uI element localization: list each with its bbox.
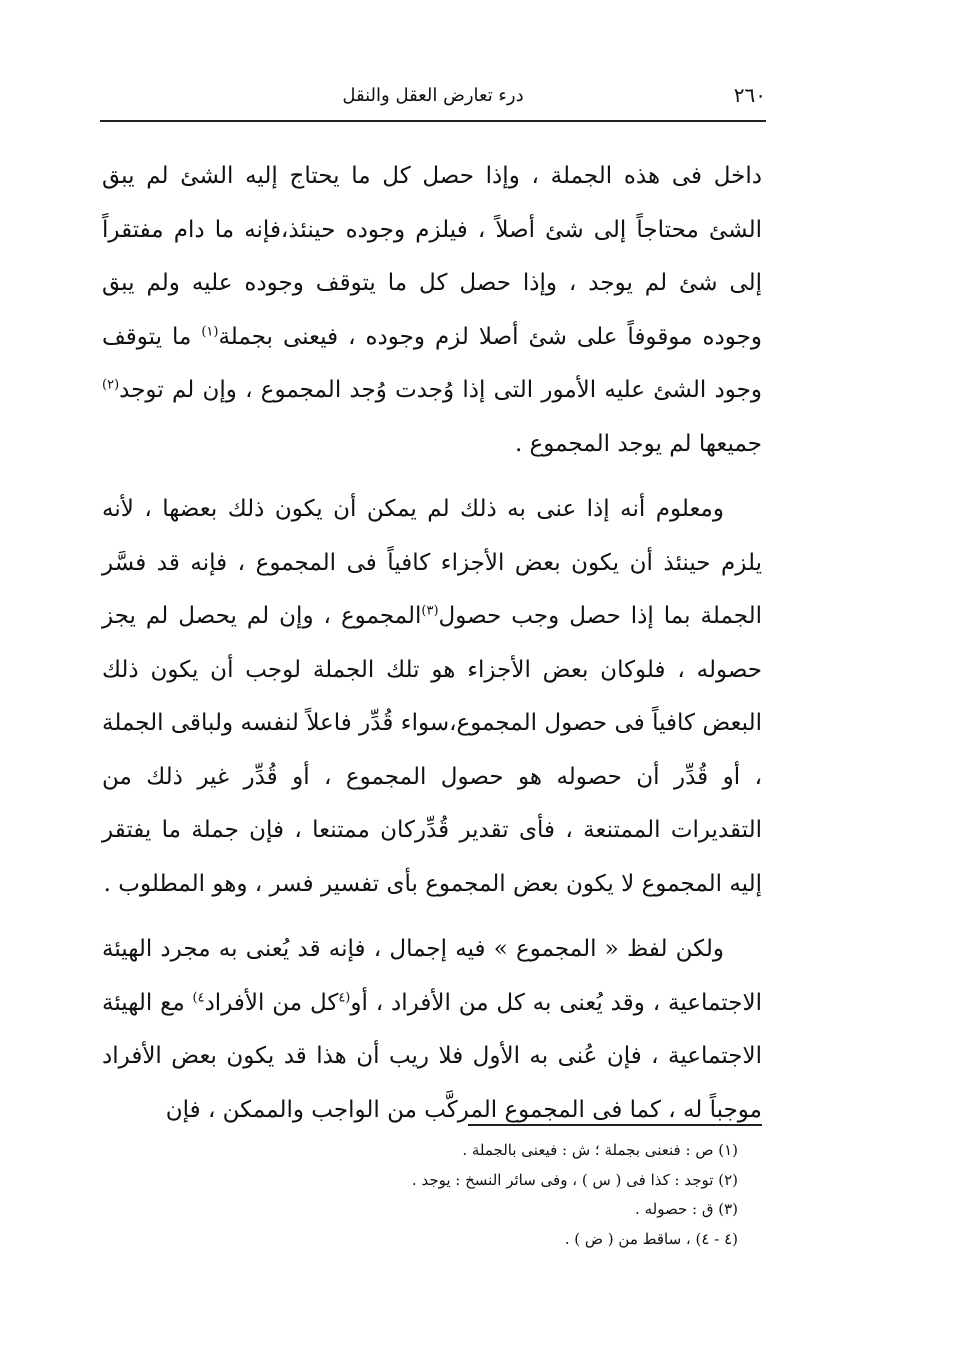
paragraph-1-part-2: ما يتوقف وجود الشئ عليه الأمور التى إذا وُجدت وُجد المجموع ، وإن لم توجد: [102, 323, 762, 403]
footnotes: [200, 1136, 738, 1254]
paragraph-1-part-1: داخل فى هذه الجملة ، وإذا حصل كل ما يحتاج إليه الشئ لم يبق الشئ محتاجاً إلى شئ أصلاً ، فيلزم وجوده حينئذ،فإنه ما دام مفتقراً إلى شئ لم يوجد ، وإذا حصل كل ما يتوقف وجوده عليه ولم يبق وجوده موقوفاً على شئ أصلا لزم وجوده ، فيعنى بجملة: [102, 163, 762, 350]
paragraph-2-part-1: ومعلوم أنه إذا عنى به ذلك لم يمكن أن يكون ذلك بعضها ، لأنه يلزم حينئذ أن يكون بعض الأجزاء كافياً فى المجموع ، فإنه قد فسَّر الجملة بما إذا حصل وجب حصول: [102, 496, 762, 629]
paragraph-3-part-2: كل من الأفراد: [204, 989, 339, 1016]
footnote-ref-2: (٢): [102, 377, 120, 393]
footnote-ref-3: (٣): [421, 603, 439, 619]
footnote-2: (٢) توجد : كذا فى ( س ) ، وفى سائر النسخ : يوجد .: [411, 1170, 738, 1189]
page-header: [100, 78, 766, 112]
paragraph-3: [102, 923, 762, 1137]
footnote-ref-4-start: (٤: [338, 989, 351, 1005]
header-rule: [100, 120, 766, 122]
footnote-1: (١) ص : فنعنى بجملة ؛ ش : فيعنى بالجملة .: [462, 1141, 738, 1159]
paragraph-2: [102, 483, 762, 911]
paragraph-1: [102, 150, 762, 471]
page-number: ٢٦٠: [733, 83, 766, 107]
paragraph-1-part-3: جميعها لم يوجد المجموع .: [514, 430, 762, 457]
paragraph-3-part-3: مع الهيئة الاجتماعية ، فإن عُنى به الأول فلا ريب أن هذا قد يكون بعض الأفراد موجباً له ، كما فى المجموع المركَّب من الواجب والممكن ، فإن: [102, 989, 762, 1123]
footnote-3: (٣) ق : حصوله .: [635, 1200, 738, 1218]
paragraph-2-part-2: المجموع ، وإن لم يحصل لم يجز حصوله ، فلوكان بعض الأجزاء هو تلك الجملة لوجب أن يكون ذلك البعض كافياً فى حصول المجموع،سواء قُدِّر فاعلاً لنفسه ولباقى الجملة ، أو قُدِّر أن حصوله هو حصول المجموع ، أو قُدِّر غير ذلك من التقديرات الممتنعة ، فأى تقدير قُدِّركان ممتنعا ، فإن جملة ما يفتقر إليه المجموع لا يكون بعض المجموع بأى تفسير فسر ، وهو المطلوب .: [102, 603, 762, 897]
running-title: درء تعارض العقل والنقل: [342, 84, 524, 106]
footnote-4: (٤ - ٤) ، ساقط من ( ض ) .: [564, 1229, 738, 1248]
paragraph-3-part-1: ولكن لفظ « المجموع » فيه إجمال ، فإنه قد يُعنى به مجرد الهيئة الاجتماعية ، وقد يُعنى به كل من الأفراد ، أو: [102, 936, 762, 1016]
footnote-ref-4-end: ٤): [192, 989, 205, 1005]
footnote-rule: [468, 1124, 762, 1126]
footnote-ref-1: (١): [201, 323, 219, 339]
main-text: [102, 150, 762, 1137]
